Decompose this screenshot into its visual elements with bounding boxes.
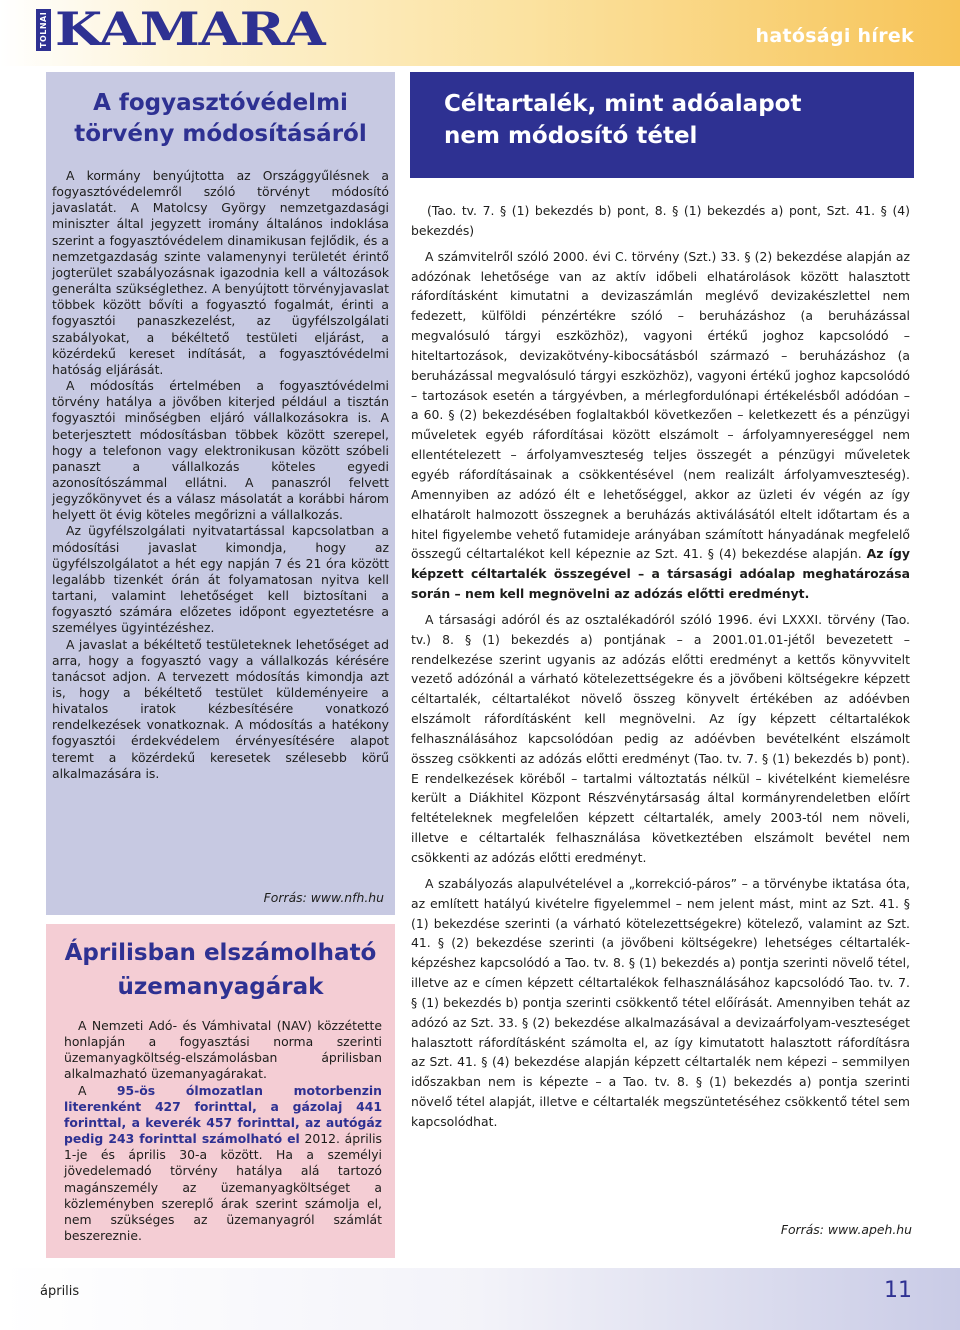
article-body — [411, 201, 910, 1132]
article-title-box — [410, 72, 914, 178]
article-body — [52, 168, 389, 782]
text-run: 2012. április 1-je és április 30-a között. Ha a személyi jövedelemadó törvény hatálya alá tartozó magánszemély az üzemanyagköltséget a közleményben szereplő árak szerint számolja el, nem szükséges az üzemanyagról számlát beszereznie. — [64, 1131, 382, 1244]
paragraph: A szabályozás alapulvételével a „korrekció-páros” – a törvénybe iktatása óta, az említett hatályú kivételre figyelemmel – nem jelent mást, mint az Szt. 41. § (1) bekezdése szerinti (a várható kötelezettségekre) kötelező, valamint az Szt. 41. § (2) bekezdése szerinti (a jövőbeni költségekre) lehetséges céltartalék-képzéshez kapcsolódó a Tao. tv. 8. § (1) bekezdés a) pontja szerinti növelő tétel, illetve az e címen képzett céltartalékok felhasználásához kapcsolódó Tao. tv. 7. § (1) bekezdés b) pontja szerinti csökkentő tétel előírását. Amennyiben tehát az adózó az Szt. 33. § (2) bekezdése alkalmazásával a devizaárfolyam-veszteséget halasztott ráfordításként számolta el, az így kimutatott halasztott ráfordításra az Szt. 41. § (4) bekezdése alapján képzett céltartalék nem képezi – semmilyen időszakban nem is képezte – a Tao. tv. 8. § (1) bekezdés a) pontja szerinti növelő tétel alapját, illetve e céltartalék megszüntetéséhez csökkentő tétel sem kapcsolódhat. — [411, 875, 910, 1129]
paragraph — [411, 247, 910, 604]
paragraph: A társasági adóról és az osztalékadóról szóló 1996. évi LXXXI. törvény (Tao. tv.) 8. § (1) bekezdés a) pontjának – a 2001.01.01-jétől bevezetett – rendelkezése szerint ugyanis az adózás előtti eredményt a kettős könyvvitelt vezető adózónál a várható kötelezettségekre és a jövőbeni költségekre képzett céltartalék, céltartalékot növelő összeg könyvelt értékében az adóévben elszámolt ráfordításként kell megnövelni. Az így képzett céltartalékok felhasználásához kapcsolódóan pedig az adóévben bevételként elszámolt összeg csökkenti az adózás előtti eredményt (Tao. tv. 7. § (1) bekezdés b) pont). E rendelkezések köréből – tartalmi változtatás nélkül – kivételként kiemelésre került a Diákhitel Központ Részvénytársaság által kormányrendeletben előírt feltételeknek megfelelően képzett céltartalék, amely 2003-tól nem növeli, illetve e céltartalék felhasználása következtében elszámolt bevétel nem csökkenti az adózás előtti eredményt. — [411, 611, 910, 865]
title-line: üzemanyagárak — [117, 974, 324, 1000]
title-line: Áprilisban elszámolható — [64, 940, 377, 966]
page-header — [0, 0, 960, 66]
paragraph: Az ügyfélszolgálati nyitvatartással kapcsolatban a módosítási javaslat kimondja, hogy az ügyfélszolgálatot a hét egy napján 7 és 21 óra között legalább tizenkét órán át folyamatosan nyitva kell tartani, valamint lehetőséget kell biztosítani a fogyasztó számára előzetes időpont egyeztetésre a személyes ügyintézéshez. — [52, 523, 389, 636]
article-consumer-protection — [46, 72, 395, 915]
logo-wordmark: KAMARA — [55, 2, 325, 56]
article-title — [444, 88, 914, 152]
article-source: Forrás: www.nfh.hu — [263, 890, 384, 905]
article-title — [46, 936, 395, 1004]
paragraph: A kormány benyújtotta az Országgyűlésnek a fogyasztóvédelemről szóló törvényt módosító javaslatát. A Matolcsy György nemzetgazdasági miniszter által jegyzett iromány általános indoklása szerint a fogyasztóvédelem dinamikusan fejlődik, és a nemzetgazdaság szinte valamenynyi területét érintő jogterület szabályozásnak igazodnia kell a változások generálta szükséglethez. A benyújtott törvényjavaslat többek között bővíti a fogyasztó fogalmát, érinti a fogyasztói panaszkezelést, az ügyfélszolgálati szabályokat, a békéltető testületi eljárást, a közérdekű kereset indítását, a fogyasztóvédelmi hatóság eljárását. — [52, 168, 389, 377]
footer-month: április — [40, 1284, 80, 1299]
section-label: hatósági hírek — [755, 25, 914, 47]
title-line: törvény módosításáról — [74, 121, 367, 147]
title-line: A fogyasztóvédelmi — [93, 90, 348, 116]
logo-tab-label: TOLNAI — [36, 9, 51, 51]
paragraph: A javaslat a békéltető testületeknek lehetőséget ad arra, hogy a fogyasztó vagy a vállalkozás kérésére tanácsot adjon. A tervezett módosítás kimondja azt is, hogy a békéltető testület küldeményeire a hivatalos iratok kézbesítésére vonatkozó rendelkezések vonatkoznak. A módosítás a hatékony fogyasztói érdekvédelem érvényesítésére alapot teremt a közérdekű keresetek szélesebb körű alkalmazására is. — [52, 636, 389, 781]
title-line: Céltartalék, mint adóalapot — [444, 91, 802, 117]
page-footer — [0, 1268, 960, 1330]
kamara-logo — [36, 2, 325, 56]
text-run: A — [78, 1082, 117, 1098]
highlighted-prices: 95-ös ólmozatlan motorbenzin literenként 427 forinttal, a gázolaj 441 forinttal, a keverék 457 forinttal, az autógáz pedig 243 forinttal számolható el — [64, 1082, 382, 1147]
paragraph — [64, 1083, 382, 1245]
title-line: nem módosító tétel — [444, 123, 698, 149]
reference-line: (Tao. tv. 7. § (1) bekezdés b) pont, 8. § (1) bekezdés a) pont, Szt. 41. § (4) bekezdés) — [411, 203, 910, 238]
text-run: A számvitelről szóló 2000. évi C. törvény (Szt.) 33. § (2) bekezdése alapján az adózónak lehetősége van az aktív időbeli elhatárolások között halasztott ráfordításként kimutatni a devizaszámlán meglévő devizakészlettel nem fedezett, külföldi pénzértékre szóló – beruházáshoz (a beruházással megvalósuló tárgyi eszközhöz), vagyoni értékű joghoz kapcsolódó – hiteltartozások, devizakötvény-kibocsátásból származó – beruházáshoz (a beruházással megvalósuló tárgyi eszközhöz), vagyoni értékű joghoz kapcsolódó – tartozások esetén a tárgyévben, a mérlegfordulónapi értékelésből adódóan – a 60. § (2) bekezdésében foglaltakból következően – keletkezett és a pénzügyi műveletek egyéb ráfordításai között elszámolt – árfolyamnyereséggel nem ellentételezett – árfolyamveszteség teljes összegét a pénzügyi műveletek egyéb ráfordításainak a csökkentésével (nem realizált árfolyamveszteség). Amennyiben az adózó élt e lehetőséggel, akkor az üzleti év végén az így elhatárolt halmozott összegnek a beruházás aktiválásától eltelt időtartam és a hitel figyelembe vehető futamideje arányában számított hányadának megfelelő összegű céltartalékot kell képeznie az Szt. 41. § (4) bekezdése alapján. — [411, 248, 910, 562]
article-body — [64, 1018, 382, 1244]
article-fuel-prices — [46, 924, 395, 1258]
page-number: 11 — [884, 1278, 912, 1303]
paragraph: A módosítás értelmében a fogyasztóvédelmi törvény hatálya a jövőben kiterjed például a tisztán fogyasztói minőségben eljáró vállalkozásokra is. A beterjesztett módosításban többek között szerepel, hogy a telefonon vagy elektronikusan között szóbeli panaszt a vállalkozás köteles egyedi azonosítószámmal ellátni. A panaszról felvett jegyzőkönyvet és a válasz másolatát a korábbi három helyett öt évig köteles megőrizni a vállalkozás. — [52, 378, 389, 523]
article-title — [46, 88, 395, 150]
paragraph: A Nemzeti Adó- és Vámhivatal (NAV) közzétette honlapján a fogyasztási norma szerinti üzemanyagköltség-elszámolásban áprilisban alkalmazható üzemanyagárakat. — [64, 1018, 382, 1082]
bold-conclusion: Az így képzett céltartalék összegével – a társasági adóalap meghatározása során – nem kell megnövelni az adózás előtti eredményt. — [411, 546, 911, 602]
article-source: Forrás: www.apeh.hu — [780, 1222, 912, 1237]
